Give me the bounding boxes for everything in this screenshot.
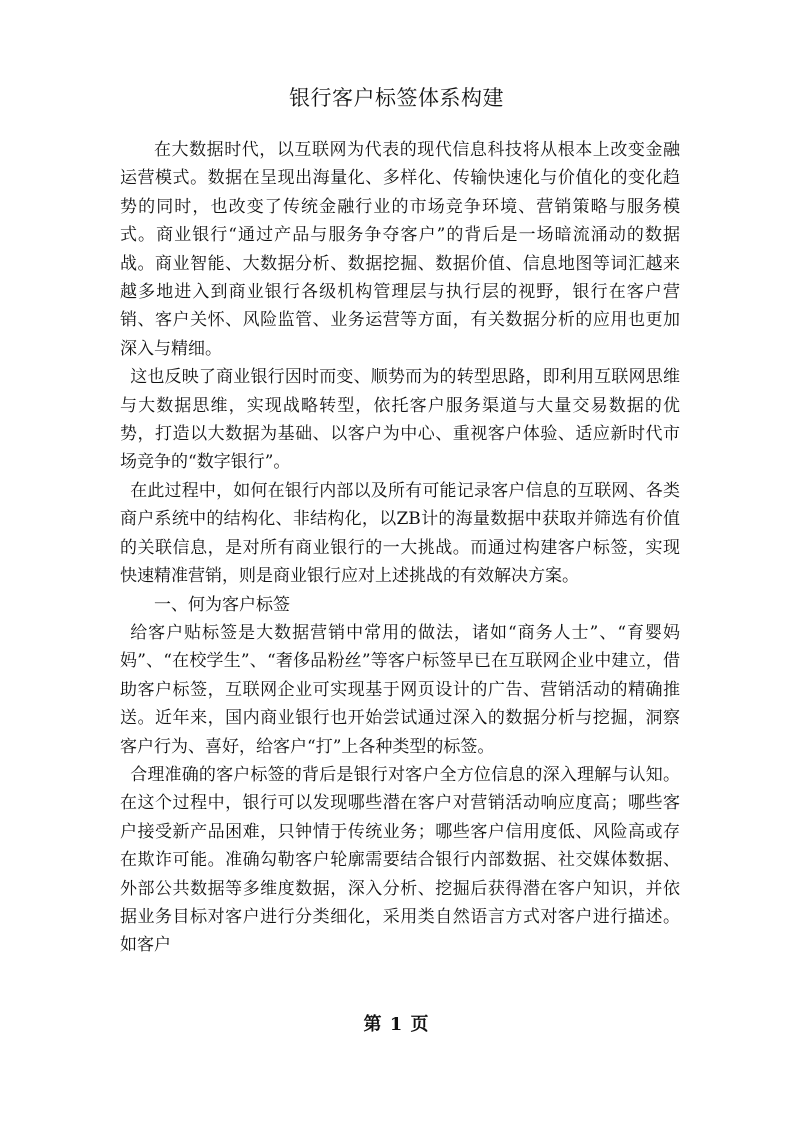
paragraph-understanding: 合理准确的客户标签的背后是银行对客户全方位信息的深入理解与认知。在这个过程中，银行可以发现哪些潜在客户对营销活动响应度高；哪些客户接受新产品困难，只钟情于传统业务；哪些客户信用度低、风险高或存在欺诈可能。准确勾勒客户轮廓需要结合银行内部数据、社交媒体数据、外部公共数据等多维度数据，深入分析、挖掘后获得潜在客户知识，并依据业务目标对客户进行分类细化，采用类自然语言方式对客户进行描述。如客户	[120, 764, 680, 956]
section-heading: 一、何为客户标签	[154, 594, 290, 615]
document-title: 银行客户标签体系构建	[289, 86, 504, 110]
paragraph-intro: 在大数据时代，以互联网为代表的现代信息科技将从根本上改变金融运营模式。数据在呈现出海量化、多样化、传输快速化与价值化的变化趋势的同时，也改变了传统金融行业的市场竞争环境、营销策略与服务模式。商业银行“通过产品与服务争夺客户”的背后是一场暗流涌动的数据战。商业智能、大数据分析、数据挖掘、数据价值、信息地图等词汇越来越多地进入到商业银行各级机构管理层与执行层的视野，银行在客户营销、客户关怀、风险监管、业务运营等方面，有关数据分析的应用也更加深入与精细。	[120, 140, 680, 359]
paragraph-tagging: 给客户贴标签是大数据营销中常用的做法，诸如“商务人士”、“育婴妈妈”、“在校学生”、“奢侈品粉丝”等客户标签早已在互联网企业中建立，借助客户标签，互联网企业可实现基于网页设计的广告、营销活动的精确推送。近年来，国内商业银行也开始尝试通过深入的数据分析与挖掘，洞察客户行为、喜好，给客户“打”上各种类型的标签。	[120, 622, 680, 757]
page-number: 第 1 页	[363, 1014, 430, 1035]
document-body	[120, 136, 680, 960]
paragraph-challenge: 在此过程中，如何在银行内部以及所有可能记录客户信息的互联网、各类商户系统中的结构化、非结构化，以ZB计的海量数据中获取并筛选有价值的关联信息，是对所有商业银行的一大挑战。而通过构建客户标签，实现快速精准营销，则是商业银行应对上述挑战的有效解决方案。	[120, 480, 680, 587]
paragraph-transformation: 这也反映了商业银行因时而变、顺势而为的转型思路，即利用互联网思维与大数据思维，实现战略转型，依托客户服务渠道与大量交易数据的优势，打造以大数据为基础、以客户为中心、重视客户体验、适应新时代市场竞争的“数字银行”。	[120, 367, 680, 473]
